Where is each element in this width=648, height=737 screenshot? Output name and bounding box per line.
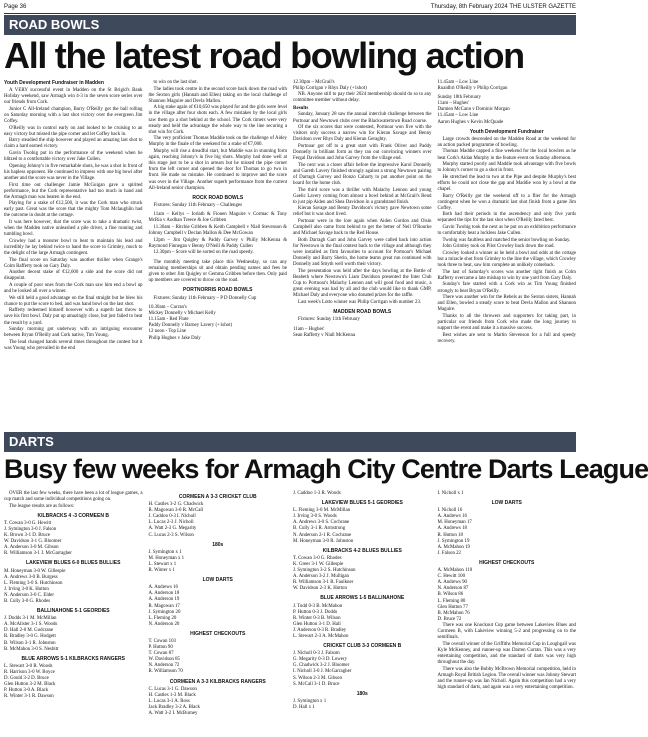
- paragraph: The final score on Saturday was another thriller when Grange's Colm Rafferty took on Gary Daly.: [4, 257, 143, 269]
- paragraph: The monthly meeting take place this Wednesday, so can any remaining memberships sit and obtain pending names and fees be given to other Jim Quigley or Gemma Gribben before then. Only paid up members are covered to throw on the road.: [148, 260, 287, 284]
- subheading: ROCK ROAD BOWLS: [192, 194, 244, 201]
- paragraph: Barry O'Reilly got the weekend off to a flier for the Armagh contingent when he won a dramatic last shot finish from a game Jim Coffey.: [437, 193, 576, 211]
- text-line: R. Magowan 17: [148, 603, 180, 609]
- paragraph: The lead changed hands several times throughout the contest but it was Young who prevailed in the end: [4, 339, 143, 351]
- paragraph: Sunday's fare started with a Cork win as Tim Young finished strongly to beat Bryan O'Reilly.: [437, 282, 576, 294]
- paragraph: Junior C All-Ireland champion, Barry O'Reilly got the ball rolling on Saturday morning with a last shot victory over the evergreen Jim Coffey.: [4, 106, 143, 125]
- text-line: A. Anderson 19: [148, 597, 180, 603]
- paragraph: Opening Johnny's in five remarkable shots, he was a shot in front of his hapless opponent. He continued to impress with one big bowl after another and the score was never in the Village.: [4, 163, 143, 181]
- text-line: J. Symington 20: [148, 609, 181, 615]
- paragraph: Fixtures: Sunday 11th February – Challenges: [153, 202, 243, 208]
- text-line: L. Lucas 2-3 J. Nicholl: [148, 520, 194, 526]
- text-line: R. Williamson 70: [148, 669, 183, 675]
- text-line: A. Anderson 3-0 M. Gibson: [4, 545, 59, 551]
- text-line: G. Chadwick 3-2 J. Bloomer: [293, 663, 350, 669]
- paragraph: The last of Saturday's scores was another tight finish as Colm Rafferty overcame a late mishap to win by one yard from Gary Daly.: [437, 269, 576, 281]
- text-line: N. Anderson 87: [437, 586, 469, 592]
- subheading: KILBRACKS 4 -3 CORMEEN B: [37, 512, 109, 519]
- paragraph: Last week's Lotto winner was Philip Corrigan with number 23.: [298, 299, 422, 305]
- paragraph: A VERY successful event in Madden on the St Brigid's Bank Holiday weekend, saw Armagh win 4-3 in the seven score series over our friends from Cork.: [4, 88, 143, 106]
- text-line: D. Bruce 72: [437, 616, 462, 622]
- text-line: 12.30pm – McGrail's: [293, 80, 335, 85]
- text-line: L. Fleming 80: [437, 598, 466, 604]
- subheading: HIGHEST CHECKOUTS: [190, 630, 246, 637]
- text-line: J. Symington 3-0 J. Falson: [4, 526, 57, 532]
- text-line: Sean Rafferty v Niall McKenna: [293, 332, 356, 338]
- paragraph: 11.30am – Ritchie Gribben & Keith Campbell v Niall Stevenson & Johnny Campbell v Declan Mallon & Dee McGowan: [148, 225, 287, 237]
- text-line: J. Caddoo 1-3 R. Woods: [293, 491, 341, 496]
- paragraph: Gavin Twohig took the next as he put on an exhibition performance to comfortably beat a luckless Jake Cullen.: [437, 225, 576, 237]
- text-line: L. Lucas 3-1 A. Ross: [148, 698, 190, 704]
- paragraph: Both Darragh Garr and John Garvey were called back into action for Newtown in the final contest back to the village and although they were installed as firm favourites to account for Portnoar's Michael Donnelly and Barry Sherin, the home teams great run continued with Donnelly and Smyth well worth their victory.: [293, 237, 432, 268]
- subheading: CRICKET CLUB 3-3 CORMEEN B: [323, 643, 402, 650]
- text-line: R. Winter x 1: [148, 568, 175, 574]
- text-line: K. Brown 3-1 D. Bruce: [4, 533, 50, 539]
- paragraph: 12pm – Jim Quigley & Paddy Garvey v Philly McKenna & Raymond Finnegan v Benny O'Neill & Paddy Cullen: [148, 237, 287, 249]
- bowls-column: [4, 80, 143, 426]
- page-number: Page 36: [4, 4, 27, 10]
- text-line: M. Honeyman 17: [437, 520, 472, 526]
- text-line: N. Anderson 3-0 C. Elder: [4, 592, 54, 598]
- text-line: A. Andrews 90: [437, 580, 467, 586]
- subheading: BLUE ARROWS 1-5 BALLINAHONE: [320, 595, 405, 602]
- paragraph: First time out challenger Jamie McGuigan gave a spirited performance, but the Cork representative had too much in hand and the Armagh man was beaten in the end.: [4, 182, 143, 200]
- paragraph: Murphy will rise a dreadful start, but Maddie was in stunning form again, reaching Johnny's in five big shots. Murphy had done well at this stage just to be a shot in arrears but he missed the pipe corner from the left corner and opened the door for Thomas to go two in front. He made no mistake. He continued to improve and the score was over in the Village. Another superb performance from the current All-Ireland senior champion.: [148, 149, 287, 191]
- paragraph: Sunday, January 28 saw the annual interclub challenge between the Portnoar and Newtown clubs over the Blackwatertown Road course.: [293, 112, 432, 124]
- text-line: 12 noon - Top Line: [148, 329, 187, 335]
- paragraph: A couple of poor ones from the Cork man saw him end a bowl up and he looked all over a winner.: [4, 283, 143, 295]
- text-line: R. Harrison 3-0 W. Boyce: [4, 669, 55, 675]
- paragraph: O'Reilly was in control early on and looked to be cruising to an easy victory but missed the pipe corner and let Coffey back in.: [4, 125, 143, 137]
- text-line: L. Fleming 20: [148, 615, 177, 621]
- text-line: S. McCall 3-1 D. Bruce: [293, 681, 340, 687]
- text-line: T. Cowan 3-0 G. Rhodes: [293, 555, 342, 561]
- text-line: 11am – Hughes': [293, 326, 325, 332]
- paragraph: Of the six scores that were contested, Portnoar won five with the visitors only success a narrow win for Kieran Savage and Benny Davidson over Rhys Daly and Kieran Geraghty.: [293, 125, 432, 143]
- page-header: [4, 2, 576, 12]
- headline-darts: Busy few weeks for Armagh City Centre Darts League: [4, 454, 648, 484]
- subheading: LOW DARTS: [202, 577, 233, 584]
- text-line: A. Anderson 3-2 J. Mulligan: [293, 574, 349, 580]
- text-line: J. Irving 3-0 S. Woods: [293, 514, 337, 520]
- dateline: Thursday, 8th February 2024 THE ULSTER GAZETTE: [430, 4, 576, 10]
- text-line: B. Cully 3-1 R. Armstrong: [293, 526, 346, 532]
- text-line: M. Honeyman x 1: [148, 555, 185, 561]
- text-line: Ruaidhri O'Reilly v Philip Corrigan: [437, 86, 508, 92]
- text-line: J. Todd 0-3 B. McMahon: [293, 603, 343, 609]
- subheading: CORMEEN A 3-3 CRICKET CLUB: [178, 494, 257, 500]
- text-line: L. Fleming 3-0 S. Hutchinson: [4, 580, 63, 586]
- paragraph: Another decent stake of €12,600 a side and the score did not disappoint.: [4, 270, 143, 282]
- paragraph: The league results are as follows:: [9, 503, 75, 509]
- text-line: I. Nicholl 16: [437, 508, 463, 514]
- text-line: Jack Bradley 3-2 A. Black: [148, 704, 200, 710]
- text-line: J. Falson 22: [437, 550, 462, 556]
- text-line: 10.30am – Curran's: [148, 305, 187, 311]
- paragraph: Thomas Maddie capped a fine weekend for the local bowlers as he beat Cork's Aidan Murphy in the feature event on Sunday afternoon.: [437, 149, 576, 161]
- text-line: R. Williamson 3-1 J. McGarragher: [4, 551, 72, 557]
- text-line: A. Andrews 16: [148, 585, 178, 591]
- darts-column: [149, 491, 288, 733]
- text-line: S. Wilson 2-3 M. Gibson: [293, 675, 342, 681]
- header-rule: [4, 13, 576, 14]
- text-line: K. Greer 3-1 W. Gillespie: [293, 561, 344, 567]
- text-line: A. Anderson 18: [148, 591, 180, 597]
- subheading: Youth Development Fundraiser: [469, 128, 544, 135]
- text-line: Glen Hutton 77: [437, 604, 468, 610]
- text-line: P. Hutton 90: [148, 645, 173, 651]
- text-line: J. Symington 3-2 S. Hutchinson: [293, 568, 356, 574]
- text-line: L. Stewart 2-3 A. McMahon: [293, 633, 349, 639]
- text-line: C. Lucas 2-3 S. Wilson: [148, 532, 194, 538]
- text-line: R. Magowan 3-0 R. McCall: [148, 508, 204, 514]
- paragraph: NB. Anyone still to pay their 2024 membership should do so to any committee member without delay.: [293, 92, 432, 104]
- paragraph: Large crowds descended on the Madden Road at the weekend for an action packed programme of bowling.: [437, 136, 576, 148]
- text-line: A. Andrews 3-0 B. Burgess: [4, 574, 58, 580]
- text-line: A. McMahon 19: [437, 544, 470, 550]
- subheading: CORMEEN A 3-3 KILBRACKS RANGERS: [169, 678, 266, 685]
- text-line: I. Nicholl 3-0 J. McGarragher: [293, 669, 352, 675]
- paragraph: Twohig was faultless and matched the senior bowling on Sunday.: [442, 237, 571, 243]
- text-line: Glen Hutton 3-1 D. Hall: [293, 621, 341, 627]
- paragraph: Both had their periods in the ascendency and only five yards separated the tips for the last shot when O'Reilly fared best.: [437, 212, 576, 224]
- darts-column: [293, 491, 432, 733]
- text-line: A. McAlister 3-1 S. Woods: [4, 622, 58, 628]
- headline-road-bowls: All the latest road bowling action: [4, 35, 524, 76]
- text-line: Glen Hutton 3-2 M. Black: [4, 682, 56, 688]
- paragraph: Fixtures: Sunday 11th February – P D Donnelly Cup: [153, 295, 257, 301]
- text-line: J. Symington 19: [437, 538, 470, 544]
- text-line: R. Bradley 3-0 G. Hodgett: [4, 634, 56, 640]
- paragraph: There was another win for the Rebels as the Sexton sisters, Hannah and Ellen, bowled a steady score to beat Devla Mallon and Shannon Maguire.: [437, 295, 576, 313]
- subheading: PORTNORRIS ROAD BOWLS: [183, 287, 253, 294]
- text-line: R. Winter 3-1 R. Dawson: [4, 694, 54, 700]
- text-line: P. Hutton 0-3 J. Dodds: [293, 609, 338, 615]
- text-line: 11.15am - Red Flute: [148, 317, 189, 323]
- text-line: Philip Corrigan v Rhys Daly (+1shot): [293, 86, 367, 92]
- text-line: Paddy Donnelly v Barney Lavery (+1shot): [148, 323, 233, 329]
- text-line: J. Dodds 3-1 M. McMillan: [4, 616, 57, 622]
- bowls-article-columns: [4, 80, 576, 426]
- text-line: J. Nicholl 0-3 J. Falsom: [293, 651, 340, 657]
- text-line: Mickey Donnelly v Michael Kelly: [148, 311, 216, 317]
- text-line: J. Symington x 1: [293, 698, 327, 704]
- text-line: N. Anderson 2-1 R. Cochrane: [293, 532, 352, 538]
- darts-column: [438, 491, 577, 733]
- text-line: B. Cully 3-0 G. Rhodes: [4, 599, 51, 604]
- text-line: B. Wilson 3-1 R. Johnston: [4, 640, 56, 646]
- text-line: W. Davidson 2-3 K. Hutton: [293, 586, 347, 592]
- darts-article-columns: [4, 491, 576, 733]
- text-line: L. Fleming 3-0 M. McMillan: [293, 508, 351, 514]
- text-line: Aaron Hughes v Kevin McQuade: [437, 119, 504, 125]
- byline: Youth Development Fundraiser in Madden: [4, 80, 104, 86]
- text-line: L. Stewart 3-0 R. Woods: [4, 663, 53, 669]
- subheading: 180s: [212, 541, 224, 548]
- paragraph: The ladies took centre in the second score back down the road with the Sexton girls (Hannah and Ellen) taking on the local challenge of Shannon Maguire and Devla Mallon.: [148, 86, 287, 104]
- text-line: Philip Hughes v Jake Daly: [148, 335, 201, 341]
- section-banner-road-bowls: ROAD BOWLS: [4, 15, 576, 35]
- text-line: J. Anderson 0-3 R. Bradley: [293, 627, 347, 633]
- text-line: J. Irving 3-0 K. Hutton: [4, 586, 49, 592]
- text-line: T. Cowan 103: [148, 638, 176, 644]
- text-line: 11.45am – Low Line: [437, 80, 479, 85]
- paragraph: The overall winner of the Griffiths Memorial Cup in Loughgall was Kyle McKenney, and runner-up was Darren Curran. This was a very entertaining competition, and the standard of darts was very high throughout the day.: [437, 641, 576, 665]
- subheading: MADDEN ROAD BOWLS: [333, 308, 392, 315]
- paragraph: The next was a closer affair before the impressive Karol Donnelly and Gareth Lavery finished strongly against a strong Newtown pairing of Darragh Garvey and Bonzo Caharty to put another point on the board for the home club.: [293, 162, 432, 186]
- text-line: J. Caddoo 0-3 I. Nicholl: [148, 514, 196, 520]
- paragraph: We still held a good advantage on the final straight but he blew his chance to put the score to bed, and was hand bowl on the last shot.: [4, 295, 143, 307]
- text-line: R. Winter 0-3 B. Wilson: [293, 615, 341, 621]
- text-line: 11.45am – Low Line: [437, 113, 479, 119]
- paragraph: Crowley had a monster bowl to beat to maintain his lead and incredibly he lay behind twice to hand the score to Grimley, much to the delight of the large Armagh contingent.: [4, 238, 143, 257]
- paragraph: Murphy started poorly and Maddie took advantage with five bowls to Johnny's corner to go a shot in front.: [437, 162, 576, 174]
- paragraph: Barry steadied the ship however and played an amazing last shot to claim a hard earned victory.: [4, 138, 143, 150]
- paragraph: OVER the last few weeks, there have been a lot of league games, a cup match and some individual competitions going on.: [4, 491, 143, 503]
- text-line: W. Davidson 3-1 G. Bloomer: [4, 539, 62, 545]
- paragraph: Best wishes are sent to Martin Stevenson for a full and speedy recovery.: [437, 332, 576, 344]
- text-line: J. Symington x 1: [148, 549, 182, 555]
- text-line: T. Cowan 87: [148, 651, 174, 657]
- paragraph: Portnoar got off to a great start with Frank Oliver and Paddy Donnelly in brilliant form as they ran out convincing winners over Fergal Davidson and John Garvey from the village end.: [293, 143, 432, 162]
- subheading: LAKEVIEW BLUES 5-1 GEORDIES: [321, 500, 403, 507]
- text-line: H. Castles 1-3 M. Black: [148, 692, 196, 698]
- paragraph: 11am – Kellys – Iorlath & Fionen Maguire v Cormac & Tony McRia v Aodhan Treece & Joe Gribben: [148, 212, 287, 224]
- paragraph: Crowley looked a winner as he held a bowl and odds at the cottage but a miracle shot from Grimley to the line the village, which Crowley took three to beat, saw him complete an unlikely comeback.: [437, 250, 576, 269]
- paragraph: John Grimley took on Pilot Crowley back down the road.: [442, 244, 555, 250]
- section-banner-darts: DARTS: [4, 432, 576, 452]
- paragraph: Portnoar were in the lore again when Aiden Gordon and Oisin Campbell also came from behind to get the better of Neil O'Rourke and Michael Savage back to the Red House.: [293, 219, 432, 237]
- text-line: T. Cowan 3-0 G. Hewitt: [4, 520, 52, 526]
- text-line: D. Gould 3-2 D. Bruce: [4, 676, 49, 682]
- paragraph: There was also the Bobby McBrown Memorial competition, held in Armagh Royal British Legion. The overall winner was Johnny Stewart and the runner-up was Ian Nicholl. Again this competition had a very high standard of darts, and again was a very entertaining competition.: [437, 666, 576, 690]
- text-line: Damien McCann v Dominic Morgan: [437, 107, 510, 113]
- subheading: HIGHEST CHECKOUTS: [479, 559, 535, 566]
- text-line: A. Watt 3-2 I. McBurney: [148, 711, 198, 716]
- text-line: A. Andrews 18: [437, 526, 467, 532]
- subheading: LOW DARTS: [491, 500, 522, 507]
- paragraph: Thanks to all the throwers and supporters for taking part, in particular our friends from Cork who made the long journey to support the event and make it a massive success.: [437, 313, 576, 332]
- subheading: BLUE ARROWS 5-1 KILBRACKS RANGERS: [21, 655, 125, 662]
- subheading: 180s: [356, 690, 368, 697]
- paragraph: to win on the last shot.: [153, 80, 198, 85]
- text-line: N. Anderson 20: [148, 621, 180, 627]
- text-line: G. Megarity 0-3 D. Lowery: [293, 657, 348, 663]
- paragraph: Rafferty redeemed himself however with a superb last throw to save his first bowl. Daly put up amazingly close, but just failed to beat the result by a yard.: [4, 308, 143, 326]
- text-line: C. Lucas 3-1 G. Dawson: [148, 686, 197, 692]
- paragraph: A big stake again of €10,650 was played for and the girls were level in the village after four shots each. A few mistakes by the local girls saw them go a shot behind at the school. The Cork timers were very steady and held the advantage the whole way to the line securing a shot win for Cork.: [148, 105, 287, 135]
- text-line: C. Hewitt 100: [437, 574, 466, 580]
- paragraph: Gavin Twohig put in the performance of the weekend when he blitzed to a comfortable victory over Jake Cullen.: [4, 151, 143, 163]
- text-line: P. Hutton 3-0 A. Black: [4, 688, 49, 694]
- subheading: Results: [293, 106, 309, 112]
- text-line: M. Honeyman 3-0 R. Johnston: [293, 538, 354, 544]
- bowls-column: [438, 80, 577, 426]
- text-line: R. Williamson 3-1 R. Faulkner: [293, 580, 354, 586]
- text-line: D. Hall 2-0 M. Godcrane: [4, 628, 54, 634]
- subheading: KILBRACKS 4-2 BLUES BULLIES: [322, 547, 402, 554]
- text-line: B. McMahon 3-0 S. Nesbitt: [4, 646, 59, 652]
- text-line: D. Hall x 1: [293, 704, 315, 710]
- bowls-column: [149, 80, 288, 426]
- text-line: A. Watt 2-3 G. Megarity: [148, 526, 197, 532]
- text-line: I. Nicholl x 1: [437, 491, 464, 496]
- text-line: N. Anderson 72: [148, 663, 180, 669]
- text-line: Sunday 18th February: [437, 95, 481, 101]
- text-line: H. Castles 3-2 G. Chadwick: [148, 502, 204, 508]
- paragraph: Sunday morning got underway with an intriguing encounter between Bryan O'Reilly and Cork native, Tim Young.: [4, 327, 143, 339]
- text-line: B. Wilson 86: [437, 592, 464, 598]
- text-line: M. Honeyman 3-0 W. Gillespie: [4, 568, 66, 574]
- paragraph: The very proficient Thomas Maddie took on the challenge of Aidey Murphy in the finale of the weekend for a stake of €7,000.: [148, 136, 287, 148]
- text-line: W. Davidson 85: [148, 657, 180, 663]
- paragraph: Kieran Savage and Benny Davidson's victory gave Newtown some relief but it was short lived.: [293, 206, 432, 218]
- text-line: A. Andrews 16: [437, 514, 467, 520]
- paragraph: He stretched the lead to two at the Pipe and despite Murphy's best efforts he could not close the gap and Maddie won by a bowl at the chapel.: [437, 174, 576, 192]
- paragraph: 12.30pm – Score will be sorted on the road speedy.: [153, 250, 254, 256]
- text-line: A. McMahon 110: [437, 568, 473, 574]
- paragraph: Fixtures: Sunday 11th February: [298, 316, 360, 322]
- darts-column: [4, 491, 143, 733]
- subheading: BALLINAHONE 5-1 GEORDIES: [36, 608, 110, 615]
- paragraph: The third score was a thriller with Malachy Lennon and young Gaelic Lavery coming from almost a bowl behind at McGrail's Bend to just pip Aiden and Shea Davidson in a grandstand finish.: [293, 187, 432, 205]
- text-line: R. Hutton 18: [437, 532, 463, 538]
- paragraph: There was one Knockout Cup game between Lakeview Blues and Cormeen B, with Lakeview winning 5-2 and progressing on to the semifinals.: [437, 622, 576, 641]
- paragraph: It was here however, that the score was to take a dramatic twist, when the Madden native unleashed a pile driver, a fine running and tumbling bowl.: [4, 220, 143, 238]
- subheading: LAKEVIEW BLUES 6-0 BLUES BULLIES: [26, 560, 121, 567]
- paragraph: The presentation was held after the days bowling at the Bottle of Beabeth where Newtown's Liam Davidson presented the Inter Club Cup to Portnoar's Malachy Lennon and will good food and music, a great evening was had by all and the club would like to thank GMP, Michael Daly and everyone who donated prizes for the raffle.: [293, 268, 432, 299]
- bowls-column: [293, 80, 432, 426]
- text-line: L. Stewart x 1: [148, 561, 177, 567]
- paragraph: Playing for a stake of €12,500, it was the Cork man who struck early past. Great was the score that the mighty Tom Mclaughlin had the outcome in doubt at the cottage.: [4, 201, 143, 219]
- text-line: 11am – Hughes': [437, 101, 469, 107]
- text-line: B. McMahon 76: [437, 610, 470, 616]
- text-line: A. Andrews 3-0 S. Cochrane: [293, 520, 350, 526]
